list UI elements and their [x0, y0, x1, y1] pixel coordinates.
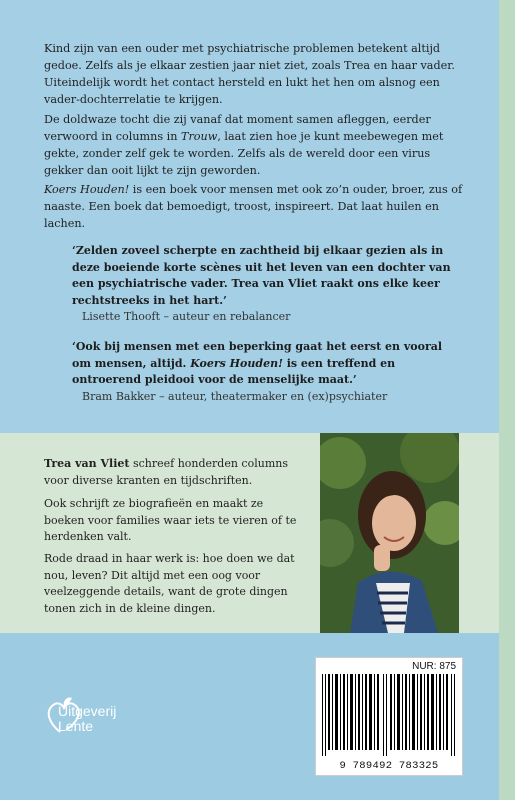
blurb-paragraph-2: De doldwaze tocht die zij vanaf dat moment samen afleggen, eerder verwoord in columns in Trouw, laat zien hoe je kunt meebewegen met gekte, zonder zelf gek te worden. Zelfs als de wereld door een virus gekker dan ooit lijkt te zijn geworden.	[44, 113, 444, 177]
quote-1-text: ‘Zelden zoveel scherpte en zachtheid bij elkaar gezien als in deze boeiende korte scènes uit het leven van een dochter van een psychiatrische vader. Trea van Vliet raakt ons elke keer rechtstreeks in het hart.’	[72, 244, 451, 307]
author-bio-3: Rode draad in haar werk is: hoe doen we dat nou, leven? Dit altijd met een oog voor veelzeggende details, want de grote dingen tonen zich in de kleine dingen.	[44, 552, 295, 615]
quote-2-attribution: Bram Bakker – auteur, theatermaker en (ex)psychiater	[82, 389, 388, 403]
publisher-name-line2: Lente	[58, 718, 94, 734]
nur-code: NUR: 875	[412, 661, 456, 672]
publisher-name-line1: Uitgeverij	[58, 703, 117, 719]
author-photo	[320, 433, 459, 633]
review-quote-1	[72, 243, 452, 326]
author-bio-2: Ook schrijft ze biografieën en maakt ze boeken voor families waar iets te vieren of te herdenken valt.	[44, 497, 297, 543]
isbn-number: 9 789492 783325	[339, 760, 439, 772]
barcode-label	[315, 657, 463, 776]
spine-strip	[499, 0, 515, 800]
barcode-bars	[320, 674, 458, 756]
blurb-paragraph-3: Koers Houden! is een boek voor mensen met ook zo’n ouder, broer, zus of naaste. Een boek dat bemoedigt, troost, inspireert. Dat laat huilen en lachen.	[44, 183, 463, 230]
publisher-logo	[44, 690, 164, 750]
review-quote-2	[72, 339, 452, 405]
quote-2-text: ‘Ook bij mensen met een beperking gaat het eerst en vooral om mensen, altijd. Koers Houden! is een treffend en ontroerend pleidooi voor de menselijke maat.’	[72, 340, 443, 386]
quote-1-attribution: Lisette Thooft – auteur en rebalancer	[82, 310, 291, 323]
blurb-paragraph-1: Kind zijn van een ouder met psychiatrische problemen betekent altijd gedoe. Zelfs als je elkaar zestien jaar niet ziet, zoals Trea en haar vader. Uiteindelijk wordt het contact hersteld en lukt het hen om alsnog een vader-dochterrelatie te krijgen.	[44, 42, 455, 106]
author-bio-1: Trea van Vliet schreef honderden columns voor diverse kranten en tijdschriften.	[44, 457, 288, 487]
